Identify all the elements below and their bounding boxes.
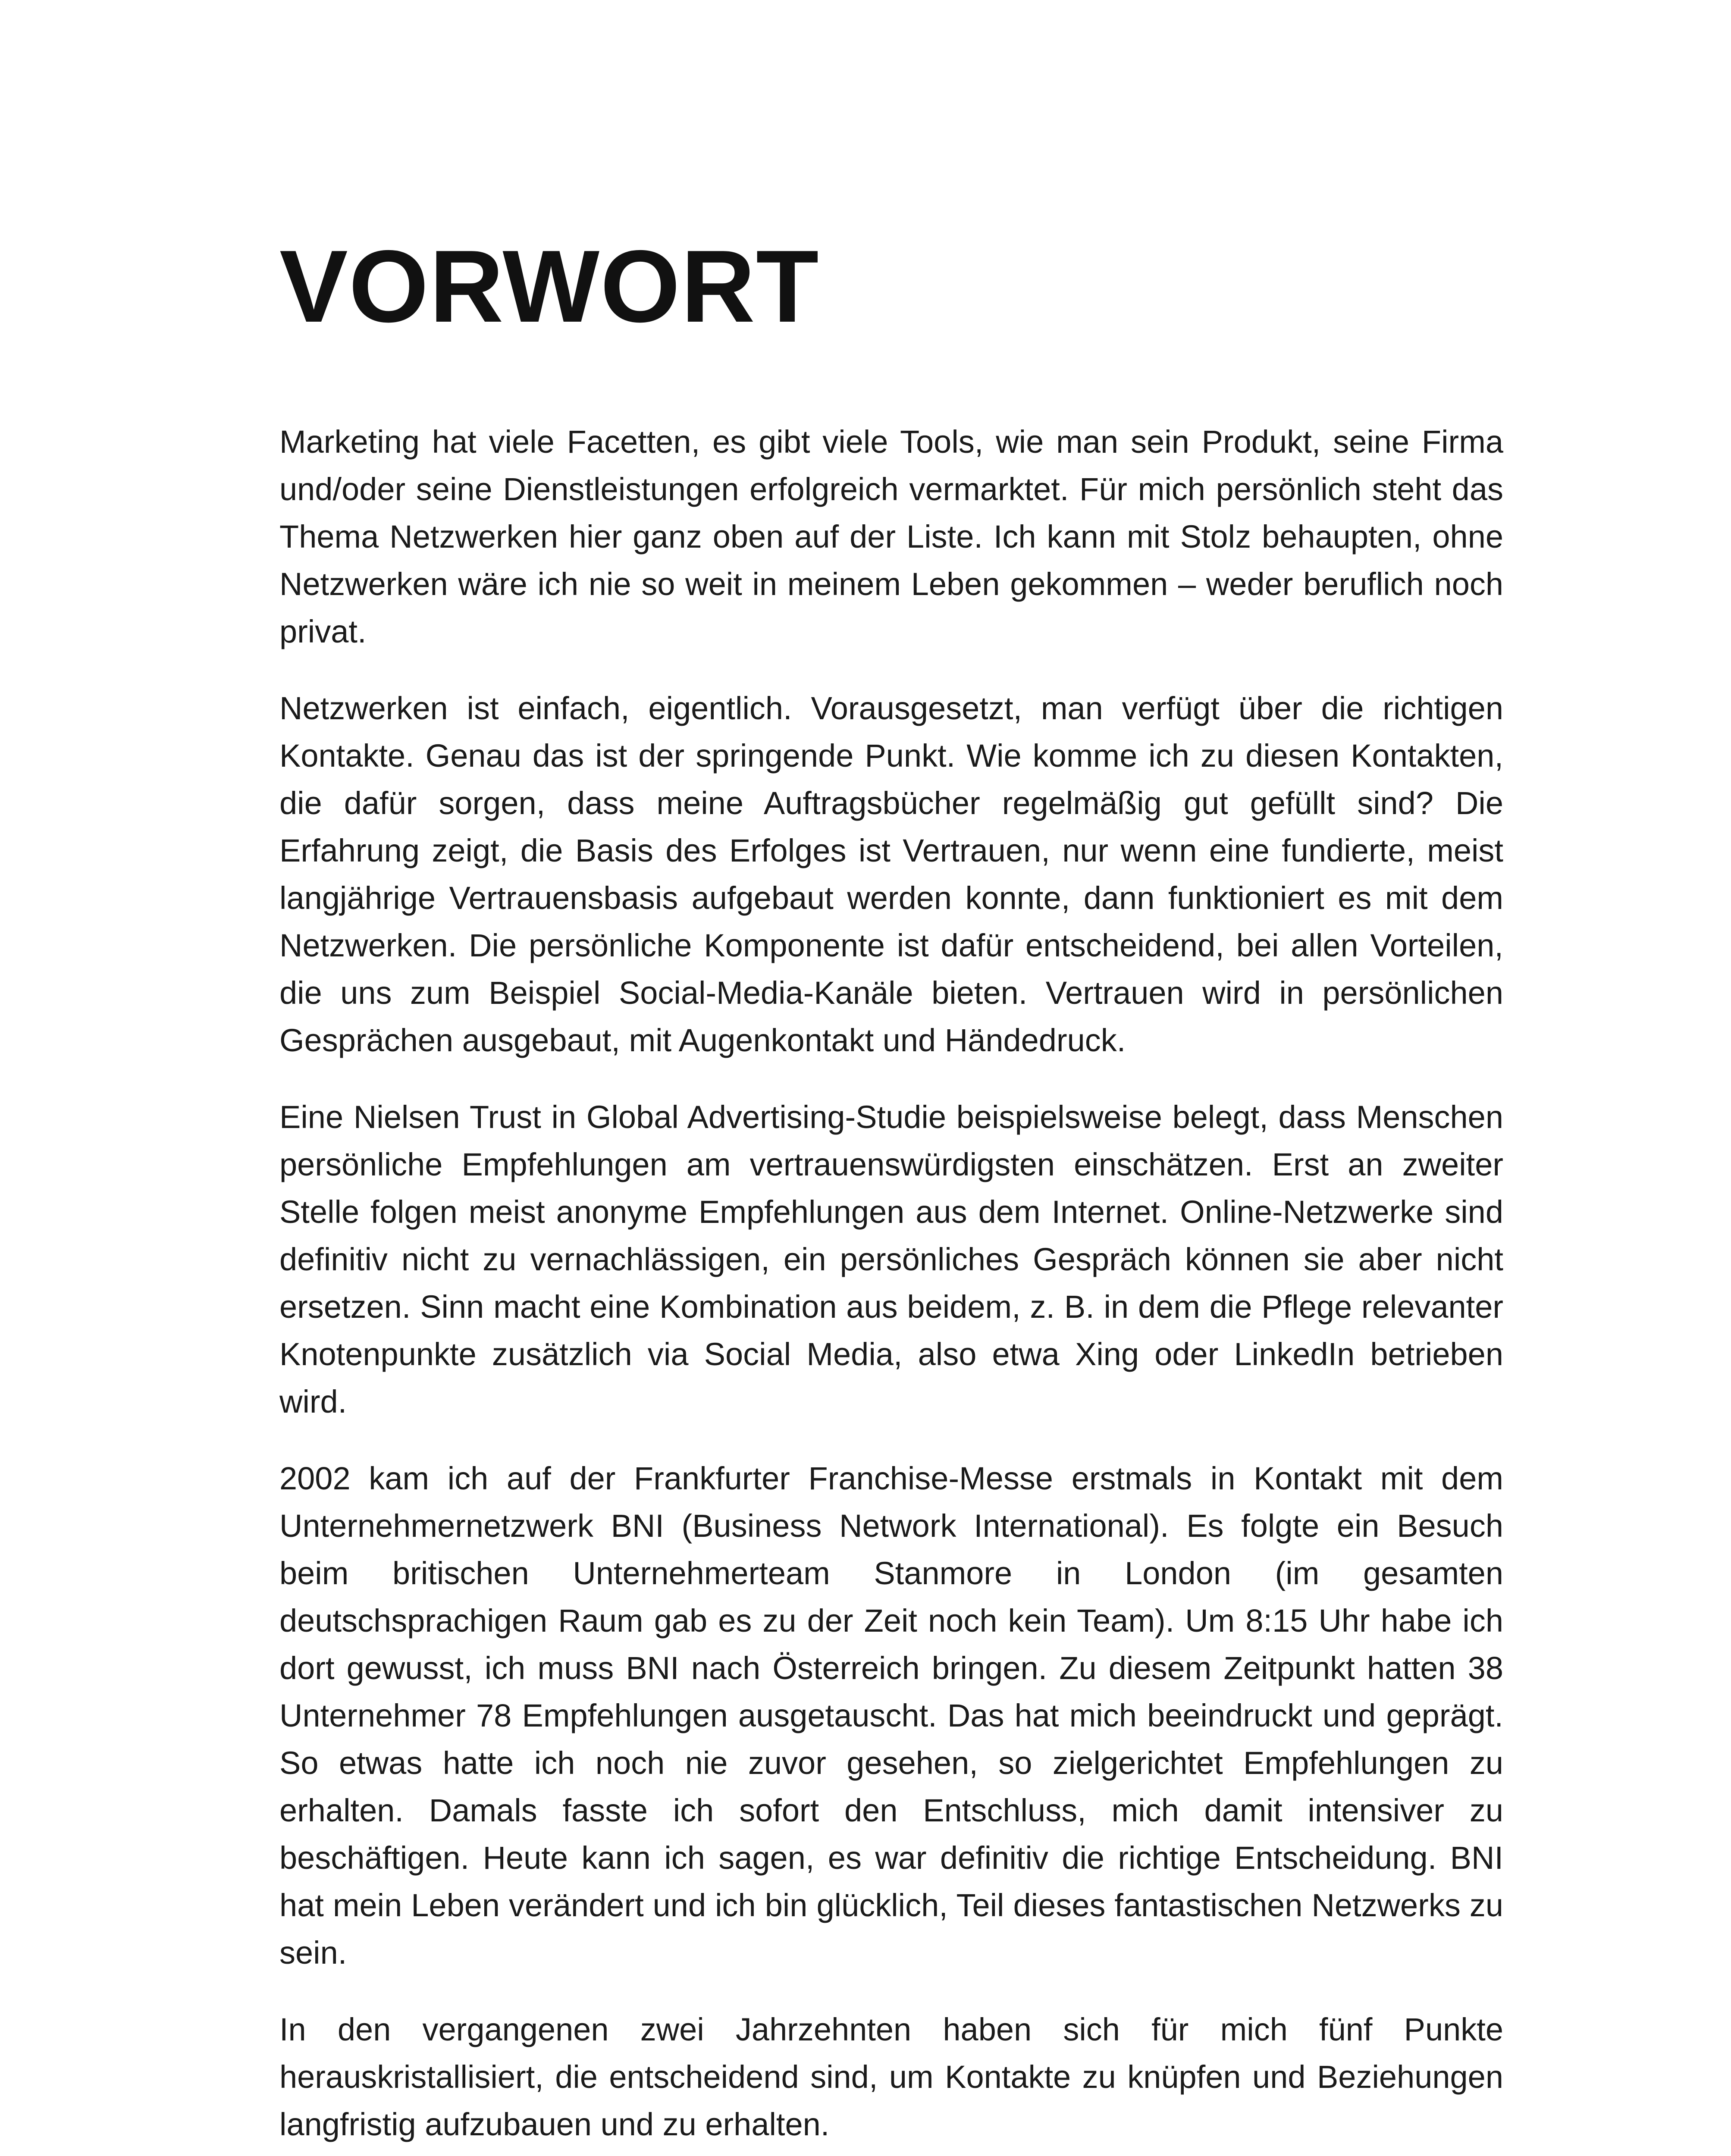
paragraph-5: In den vergangenen zwei Jahrzehnten haben sich für mich fünf Punkte herauskristallisiert, die entscheidend sind, um Kontakte zu knüpfen und Beziehungen langfristig aufzubauen und zu erhalten. xyxy=(279,2012,1503,2142)
page-title: VORWORT xyxy=(279,229,820,344)
paragraph-2: Netzwerken ist einfach, eigentlich. Vorausgesetzt, man verfügt über die richtigen Kontakte. Genau das ist der springende Punkt. Wie komme ich zu diesen Kontakten, die dafür sorgen, dass meine Auftragsbücher regelmäßig gut gefüllt sind? Die Erfahrung zeigt, die Basis des Erfolges ist Vertrauen, nur wenn eine fundierte, meist langjährige Vertrauensbasis aufgebaut werden konnte, dann funktioniert es mit dem Netzwerken. Die persönliche Komponente ist dafür entscheidend, bei allen Vorteilen, die uns zum Beispiel Social-Media-Kanäle bieten. Vertrauen wird in persönlichen Gesprächen ausgebaut, mit Augenkontakt und Händedruck. xyxy=(279,690,1503,1058)
paragraph-1: Marketing hat viele Facetten, es gibt viele Tools, wie man sein Produkt, seine Firma und/oder seine Dienstleistungen erfolgreich vermarktet. Für mich persönlich steht das Thema Netzwerken hier ganz oben auf der Liste. Ich kann mit Stolz behaupten, ohne Netzwerken wäre ich nie so weit in meinem Leben gekommen – weder beruflich noch privat. xyxy=(279,424,1503,649)
paragraph-4: 2002 kam ich auf der Frankfurter Franchise-Messe erstmals in Kontakt mit dem Unternehmernetzwerk BNI (Business Network International). Es folgte ein Besuch beim britischen Unternehmerteam Stanmore in London (im gesamten deutschsprachigen Raum gab es zu der Zeit noch kein Team). Um 8:15 Uhr habe ich dort gewusst, ich muss BNI nach Österreich bringen. Zu diesem Zeitpunkt hatten 38 Unternehmer 78 Empfehlungen ausgetauscht. Das hat mich beeindruckt und geprägt. So etwas hatte ich noch nie zuvor gesehen, so zielgerichtet Empfehlungen zu erhalten. Damals fasste ich sofort den Entschluss, mich damit intensiver zu beschäftigen. Heute kann ich sagen, es war definitiv die richtige Entscheidung. BNI hat mein Leben verändert und ich bin glücklich, Teil dieses fantastischen Netzwerks zu sein. xyxy=(279,1460,1503,1971)
body-text xyxy=(279,418,1503,2156)
paragraph-3: Eine Nielsen Trust in Global Advertising-Studie beispielsweise belegt, dass Menschen persönliche Empfehlungen am vertrauenswürdigsten einschätzen. Erst an zweiter Stelle folgen meist anonyme Empfehlungen aus dem Internet. Online-Netzwerke sind definitiv nicht zu vernachlässigen, ein persönliches Gespräch können sie aber nicht ersetzen. Sinn macht eine Kombination aus beidem, z. B. in dem die Pflege relevanter Knotenpunkte zusätzlich via Social Media, also etwa Xing oder LinkedIn betrieben wird. xyxy=(279,1099,1503,1420)
